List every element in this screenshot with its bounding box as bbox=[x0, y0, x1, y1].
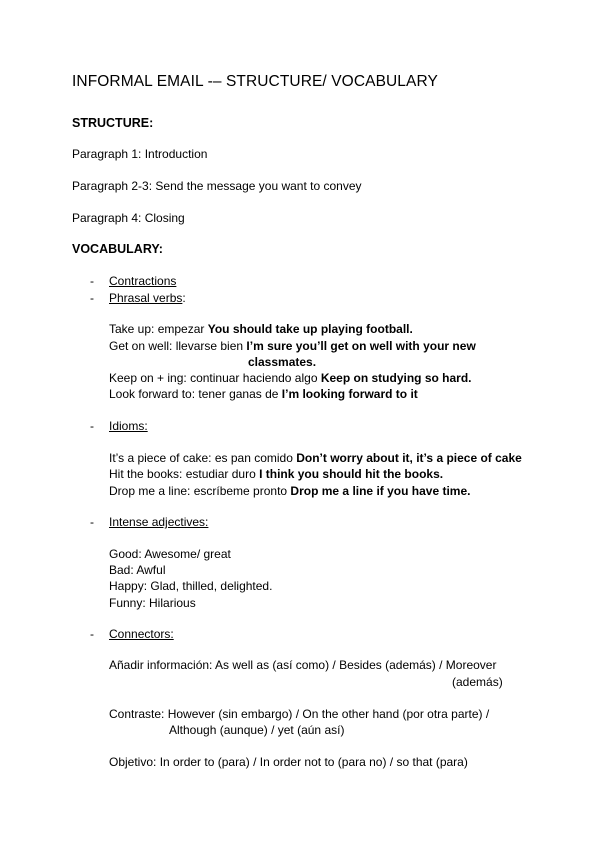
phrasal-verb-example: I’m looking forward to it bbox=[281, 387, 418, 401]
phrasal-verb-item bbox=[109, 339, 476, 353]
structure-paragraph: Paragraph 2-3: Send the message you want to convey bbox=[72, 179, 362, 193]
idiom-term: It’s a piece of cake: es pan comido bbox=[109, 451, 297, 465]
structure-heading: STRUCTURE: bbox=[72, 116, 154, 130]
phrasal-verb-example-cont: classmates. bbox=[248, 355, 317, 369]
idiom-item bbox=[109, 484, 470, 498]
idioms-label: Idioms: bbox=[109, 419, 148, 433]
structure-paragraph: Paragraph 4: Closing bbox=[72, 211, 185, 225]
list-bullet: - bbox=[90, 627, 94, 641]
idiom-item bbox=[109, 467, 443, 481]
connector-contrast: Contraste: However (sin embargo) / On the other hand (por otra parte) / bbox=[109, 707, 490, 721]
structure-paragraph: Paragraph 1: Introduction bbox=[72, 147, 208, 161]
phrasal-verb-example: You should take up playing football. bbox=[207, 322, 413, 336]
adjective-item: Bad: Awful bbox=[109, 563, 166, 577]
idiom-example: Don’t worry about it, it’s a piece of cake bbox=[296, 451, 522, 465]
idiom-item bbox=[109, 451, 522, 465]
adjective-item: Happy: Glad, thilled, delighted. bbox=[109, 579, 273, 593]
adjective-item: Good: Awesome/ great bbox=[109, 547, 231, 561]
connector-addition: Añadir información: As well as (así como) / Besides (además) / Moreover bbox=[109, 658, 497, 672]
contractions-label: Contractions bbox=[109, 274, 177, 288]
connectors-label: Connectors: bbox=[109, 627, 174, 641]
list-bullet: - bbox=[90, 515, 94, 529]
connector-contrast-cont: Although (aunque) / yet (aún así) bbox=[169, 723, 345, 737]
list-bullet: - bbox=[90, 419, 94, 433]
connector-purpose: Objetivo: In order to (para) / In order not to (para no) / so that (para) bbox=[109, 755, 468, 769]
phrasal-verbs-colon: : bbox=[182, 291, 186, 305]
phrasal-verb-item bbox=[109, 371, 472, 385]
phrasal-verb-term: Look forward to: tener ganas de bbox=[109, 387, 282, 401]
phrasal-verb-term: Take up: empezar bbox=[109, 322, 208, 336]
phrasal-verb-example: Keep on studying so hard. bbox=[320, 371, 472, 385]
intense-adjectives-label: Intense adjectives: bbox=[109, 515, 209, 529]
list-bullet: - bbox=[90, 274, 94, 288]
adjective-item: Funny: Hilarious bbox=[109, 596, 196, 610]
connector-addition-cont: (además) bbox=[452, 675, 503, 689]
idiom-example: I think you should hit the books. bbox=[259, 467, 444, 481]
idiom-term: Drop me a line: escríbeme pronto bbox=[109, 484, 291, 498]
phrasal-verb-item bbox=[109, 322, 413, 336]
phrasal-verb-item bbox=[109, 387, 418, 401]
phrasal-verb-term: Keep on + ing: continuar haciendo algo bbox=[109, 371, 321, 385]
idiom-term: Hit the books: estudiar duro bbox=[109, 467, 260, 481]
page-title: INFORMAL EMAIL -– STRUCTURE/ VOCABULARY bbox=[72, 73, 438, 90]
phrasal-verbs-label: Phrasal verbs bbox=[109, 291, 183, 305]
idiom-example: Drop me a line if you have time. bbox=[290, 484, 471, 498]
phrasal-verb-term: Get on well: llevarse bien bbox=[109, 339, 247, 353]
phrasal-verb-example: I’m sure you’ll get on well with your new bbox=[246, 339, 476, 353]
phrasal-verbs-heading bbox=[109, 291, 186, 305]
list-bullet: - bbox=[90, 291, 94, 305]
vocabulary-heading: VOCABULARY: bbox=[72, 242, 163, 256]
